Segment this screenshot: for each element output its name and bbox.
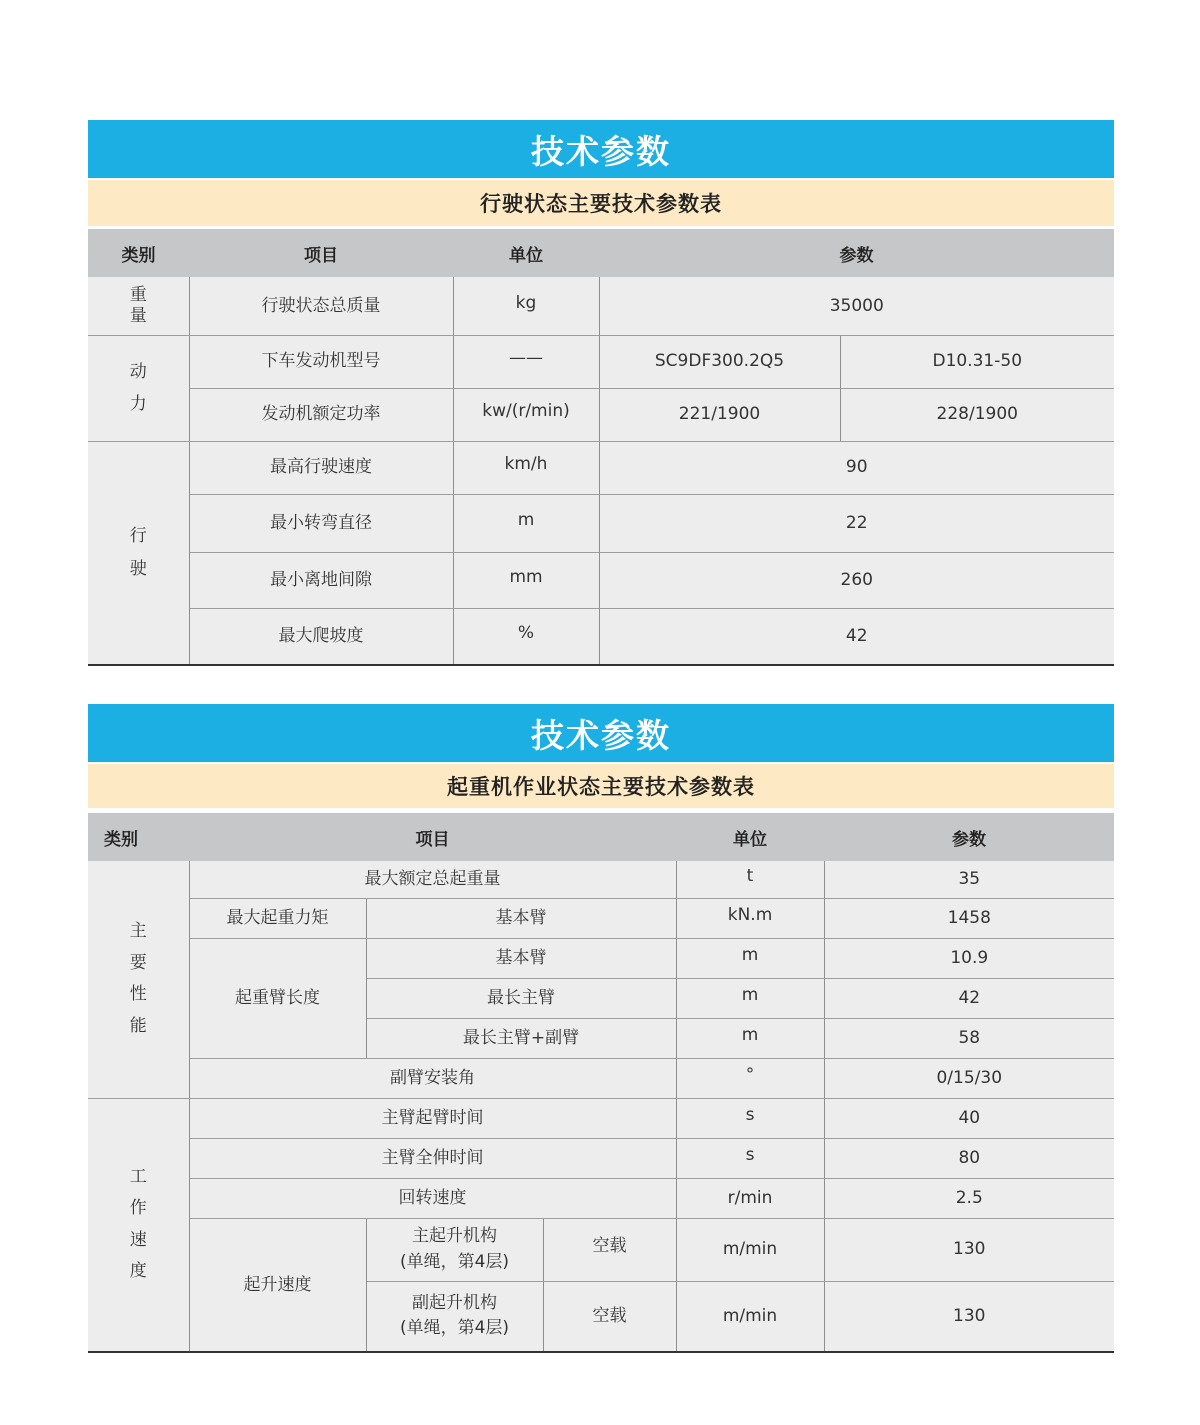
value-cell: 0/15/30 <box>824 1058 1114 1098</box>
section2-subtitle: 起重机作业状态主要技术参数表 <box>447 775 755 799</box>
mechanism-cell: 主起升机构 (单绳，第4层) <box>366 1218 543 1281</box>
unit-label: s <box>745 1144 755 1165</box>
unit-cell <box>676 1058 824 1098</box>
header-category: 类别 <box>88 229 189 277</box>
table-header-row <box>88 813 1114 861</box>
value-cell: 260 <box>599 552 1114 608</box>
unit-cell <box>453 608 599 665</box>
value-cell: 2.5 <box>824 1178 1114 1218</box>
item-cell: 主臂全伸时间 <box>189 1138 676 1178</box>
header-item: 项目 <box>189 229 453 277</box>
category-working-speed <box>88 1098 189 1352</box>
value-cell: 10.9 <box>824 938 1114 978</box>
unit-label: s <box>745 1104 755 1125</box>
unit-label: % <box>517 623 535 644</box>
unit-cell: m/min <box>676 1218 824 1281</box>
unit-cell <box>676 1098 824 1138</box>
table-row <box>88 1178 1114 1218</box>
item-cell: 发动机额定功率 <box>189 388 453 441</box>
table-row <box>88 1138 1114 1178</box>
unit-cell <box>453 388 599 441</box>
value-cell: 58 <box>824 1018 1114 1058</box>
unit-label: m <box>741 984 759 1005</box>
category-power-label: 动 力 <box>129 361 147 414</box>
travel-params-table <box>88 229 1114 666</box>
table-header-row <box>88 229 1114 277</box>
unit-cell: m/min <box>676 1281 824 1352</box>
section2-banner-title: 技术参数 <box>531 715 671 755</box>
value-cell: 228/1900 <box>840 388 1114 441</box>
value-cell: 130 <box>824 1281 1114 1352</box>
unit-cell <box>453 441 599 494</box>
category-travel-label: 行 驶 <box>129 526 147 579</box>
mechanism-cell: 副起升机构 (单绳，第4层) <box>366 1281 543 1352</box>
condition-label: 空载 <box>592 1236 627 1257</box>
header-param: 参数 <box>599 229 1114 277</box>
table-row <box>88 1218 1114 1281</box>
header-param: 参数 <box>824 813 1114 861</box>
condition-cell: 空载 <box>543 1281 676 1352</box>
table-row <box>88 608 1114 665</box>
value-cell: 80 <box>824 1138 1114 1178</box>
table-row <box>88 494 1114 552</box>
value-cell: 1458 <box>824 898 1114 938</box>
category-weight-label: 重 量 <box>129 285 147 326</box>
unit-cell <box>676 978 824 1018</box>
value-cell: 22 <box>599 494 1114 552</box>
group-cell: 最大起重力矩 <box>189 898 366 938</box>
unit-label: t <box>746 866 754 887</box>
section1-banner <box>88 120 1114 178</box>
unit-cell <box>676 938 824 978</box>
unit-cell <box>676 861 824 898</box>
value-cell: 40 <box>824 1098 1114 1138</box>
group-cell: 起重臂长度 <box>189 938 366 1058</box>
category-power <box>88 335 189 441</box>
value-cell: 221/1900 <box>599 388 840 441</box>
value-cell: 130 <box>824 1218 1114 1281</box>
category-main-performance-label: 主 要 性 能 <box>129 921 147 1036</box>
unit-cell: r/min <box>676 1178 824 1218</box>
group-cell: 起升速度 <box>189 1218 366 1352</box>
unit-label: kg <box>515 292 537 313</box>
category-main-performance <box>88 861 189 1098</box>
unit-label: m <box>741 944 759 965</box>
item-cell: 行驶状态总质量 <box>189 277 453 335</box>
table-row <box>88 898 1114 938</box>
table-row <box>88 1058 1114 1098</box>
unit-cell <box>453 277 599 335</box>
value-cell: 35 <box>824 861 1114 898</box>
table-row <box>88 861 1114 898</box>
item-cell: 下车发动机型号 <box>189 335 453 388</box>
crane-params-section <box>88 704 1114 1353</box>
table-row <box>88 552 1114 608</box>
unit-cell <box>453 494 599 552</box>
unit-label: km/h <box>504 454 548 475</box>
category-travel <box>88 441 189 665</box>
category-working-speed-label: 工 作 速 度 <box>129 1166 147 1282</box>
header-unit: 单位 <box>453 229 599 277</box>
header-unit: 单位 <box>676 813 824 861</box>
section1-subtitle-bar <box>88 180 1114 226</box>
value-cell: 35000 <box>599 277 1114 335</box>
value-cell: 90 <box>599 441 1114 494</box>
item-cell: 基本臂 <box>366 938 676 978</box>
table-row <box>88 277 1114 335</box>
unit-label: m <box>517 509 535 530</box>
unit-cell <box>676 898 824 938</box>
item-cell: 最高行驶速度 <box>189 441 453 494</box>
unit-label: —— <box>509 348 543 369</box>
table-row <box>88 1098 1114 1138</box>
crane-params-table <box>88 813 1114 1353</box>
item-cell: 最小离地间隙 <box>189 552 453 608</box>
travel-params-section <box>88 120 1114 666</box>
unit-label: kw/(r/min) <box>482 401 570 422</box>
item-cell: 基本臂 <box>366 898 676 938</box>
section2-banner <box>88 704 1114 762</box>
unit-label: ° <box>745 1064 755 1085</box>
unit-cell <box>453 335 599 388</box>
unit-cell <box>676 1018 824 1058</box>
item-cell: 最长主臂 <box>366 978 676 1018</box>
unit-cell <box>453 552 599 608</box>
unit-label: kN.m <box>727 904 773 925</box>
item-cell: 主臂起臂时间 <box>189 1098 676 1138</box>
unit-cell <box>676 1138 824 1178</box>
category-weight <box>88 277 189 335</box>
section1-banner-title: 技术参数 <box>531 131 671 171</box>
unit-label: mm <box>509 566 543 587</box>
item-cell: 最大额定总起重量 <box>189 861 676 898</box>
value-cell: 42 <box>599 608 1114 665</box>
table-row <box>88 938 1114 978</box>
item-cell: 最长主臂+副臂 <box>366 1018 676 1058</box>
item-cell: 回转速度 <box>189 1178 676 1218</box>
header-item: 项目 <box>189 813 676 861</box>
section1-subtitle: 行驶状态主要技术参数表 <box>480 192 722 216</box>
item-cell: 最大爬坡度 <box>189 608 453 665</box>
header-category: 类别 <box>88 813 189 861</box>
item-cell: 副臂安装角 <box>189 1058 676 1098</box>
item-cell: 最小转弯直径 <box>189 494 453 552</box>
unit-label: m <box>741 1024 759 1045</box>
table-row <box>88 335 1114 388</box>
value-cell: D10.31-50 <box>840 335 1114 388</box>
table-row <box>88 441 1114 494</box>
condition-cell <box>543 1218 676 1281</box>
section2-subtitle-bar <box>88 764 1114 808</box>
value-cell: SC9DF300.2Q5 <box>599 335 840 388</box>
value-cell: 42 <box>824 978 1114 1018</box>
table-row <box>88 388 1114 441</box>
